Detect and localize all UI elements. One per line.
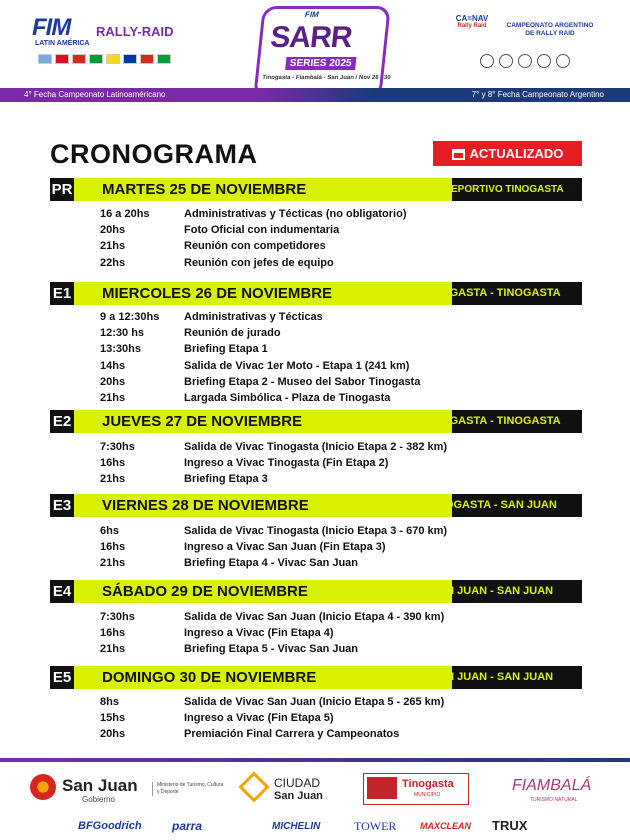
country-flag-icon (72, 54, 86, 64)
country-flag-icon (140, 54, 154, 64)
day-location: TINOGASTA - TINOGASTA (423, 415, 561, 427)
canav-sub-text: Rally Raid (457, 23, 487, 29)
event-time: 22hs (100, 256, 126, 269)
day-location: SAN JUAN - SAN JUAN (430, 585, 554, 597)
michelin-logo: MICHELIN (272, 821, 321, 832)
event-description: Briefing Etapa 4 - Vivac San Juan (184, 557, 359, 570)
ministerio-text: Ministerio de Turismo, Cultura y Deporte (152, 782, 227, 796)
tinogasta-logo (363, 773, 469, 805)
argentine-championship-band: 7° y 8° Fecha Campeonato Argentino (315, 88, 630, 102)
tinogasta-text: Tinogasta (402, 778, 454, 790)
event-description: Reunión con jefes de equipo (184, 256, 334, 269)
event-description: Salida de Vivac San Juan (Inicio Etapa 5 - 265 km) (184, 696, 445, 708)
country-flag-icon (157, 54, 171, 64)
day-header (50, 580, 582, 603)
schedule-row (100, 523, 447, 539)
event-time: 15hs (100, 712, 126, 725)
day-location: POLIDEPORTIVO TINOGASTA (420, 184, 564, 195)
event-time: 6hs (100, 525, 119, 537)
schedule-row (100, 710, 334, 726)
canav-logo (452, 14, 492, 48)
san-juan-sun-icon (30, 774, 56, 800)
schedule-row (100, 222, 339, 238)
day-location: TINOGASTA - TINOGASTA (423, 287, 561, 299)
bfgoodrich-logo: BFGoodrich (78, 820, 142, 832)
event-description: Administrativas y Técticas (184, 311, 323, 323)
federation-seal-icon (556, 54, 570, 68)
event-description: Briefing Etapa 3 (184, 473, 268, 486)
event-description: Briefing Etapa 1 (184, 343, 268, 356)
event-time: 21hs (100, 240, 126, 253)
schedule-row (100, 609, 444, 625)
calendar-icon (452, 149, 465, 160)
event-time: 20hs (100, 224, 126, 237)
federation-seal-icon (518, 54, 532, 68)
sarr-title: SARR (268, 21, 354, 54)
event-time: 16hs (100, 541, 126, 554)
country-flags (38, 54, 171, 64)
day-code: PR (50, 178, 74, 201)
schedule-row (100, 555, 358, 571)
event-description: Briefing Etapa 2 - Museo del Sabor Tinogasta (184, 375, 421, 388)
schedule-row (100, 358, 409, 374)
country-flag-icon (123, 54, 137, 64)
day-header (50, 282, 582, 305)
band-gradient (260, 88, 370, 102)
day-name: MIERCOLES 26 DE NOVIEMBRE (74, 282, 452, 305)
country-flag-icon (55, 54, 69, 64)
day-name: DOMINGO 30 DE NOVIEMBRE (74, 666, 452, 689)
san-juan-sub: Gobierno (82, 795, 115, 804)
country-flag-icon (106, 54, 120, 64)
schedule-row (100, 539, 386, 555)
footer-band (0, 758, 630, 762)
schedule-row (100, 726, 399, 742)
event-time: 21hs (100, 473, 126, 486)
fim-region-text: LATIN AMÉRICA (35, 40, 90, 47)
day-header (50, 666, 582, 689)
schedule-row (100, 374, 420, 390)
ciudad-logo: CIUDAD (274, 776, 321, 790)
event-time: 20hs (100, 375, 126, 388)
schedule-row (100, 625, 334, 641)
schedule-row (100, 439, 447, 455)
day-location: TINOGASTA - SAN JUAN (427, 499, 557, 511)
schedule-row (100, 471, 268, 487)
event-description: Salida de Vivac Tinogasta (Inicio Etapa 2 - 382 km) (184, 441, 448, 453)
event-description: Ingreso a Vivac San Juan (Fin Etapa 3) (184, 541, 386, 554)
event-time: 13:30hs (100, 343, 141, 356)
event-time: 21hs (100, 643, 126, 656)
day-code: E4 (50, 580, 74, 603)
schedule-row (100, 238, 326, 254)
event-description: Ingreso a Vivac (Fin Etapa 4) (184, 627, 334, 640)
event-description: Administrativas y Técticas (no obligatorio) (184, 208, 407, 220)
day-header (50, 494, 582, 517)
event-time: 9 a 12:30hs (100, 311, 160, 323)
latin-championship-band: 4° Fecha Campeonato Latinoaméricano (0, 88, 315, 102)
event-time: 7:30hs (100, 441, 135, 453)
country-flag-icon (89, 54, 103, 64)
event-description: Salida de Vivac 1er Moto - Etapa 1 (241 km) (184, 359, 410, 372)
day-name: JUEVES 27 DE NOVIEMBRE (74, 410, 452, 433)
trux-logo: TRUX (492, 818, 528, 833)
event-description: Salida de Vivac San Juan (Inicio Etapa 4 - 390 km) (184, 611, 445, 623)
event-description: Ingreso a Vivac Tinogasta (Fin Etapa 2) (184, 457, 389, 470)
fim-logo-text: FIM (32, 14, 71, 41)
event-time: 16hs (100, 627, 126, 640)
day-header (50, 410, 582, 433)
day-location: SAN JUAN - SAN JUAN (430, 671, 554, 683)
ciudad-sub: San Juan (274, 790, 323, 802)
day-code: E1 (50, 282, 74, 305)
country-flag-icon (38, 54, 52, 64)
updated-badge (433, 141, 582, 166)
schedule-row (100, 455, 388, 471)
event-time: 12:30 hs (100, 327, 145, 340)
event-time: 16 a 20hs (100, 208, 150, 220)
schedule-row (100, 309, 323, 325)
day-code: E3 (50, 494, 74, 517)
fiambala-sub: TURISMO NATURAL (530, 797, 578, 803)
sarr-fim-text: FIM (304, 10, 320, 19)
sarr-locations: Tinogasta - Fiambalá - San Juan / Nov 26 - 30 (261, 75, 391, 81)
tower-logo: TOWER (354, 819, 397, 833)
event-time: 20hs (100, 728, 126, 741)
event-description: Largada Simbólica - Plaza de Tinogasta (184, 392, 391, 404)
sarr-series-logo (253, 6, 391, 98)
event-description: Briefing Etapa 5 - Vivac San Juan (184, 643, 359, 656)
rally-raid-text: RALLY-RAID (96, 24, 174, 39)
event-time: 21hs (100, 392, 126, 404)
maxclean-logo: MAXCLEAN (420, 821, 471, 831)
federation-seal-icon (537, 54, 551, 68)
event-description: Ingreso a Vivac (Fin Etapa 5) (184, 712, 334, 725)
schedule-row (100, 341, 268, 357)
ciudad-diamond-icon (238, 771, 269, 802)
day-code: E5 (50, 666, 74, 689)
header (0, 0, 630, 88)
federation-logos (480, 54, 570, 68)
schedule-row (100, 325, 281, 341)
event-description: Reunión de jurado (184, 327, 281, 340)
event-time: 8hs (100, 696, 119, 708)
day-name: MARTES 25 DE NOVIEMBRE (74, 178, 452, 201)
day-name: SÁBADO 29 DE NOVIEMBRE (74, 580, 452, 603)
argentine-championship-title: CAMPEONATO ARGENTINO DE RALLY RAID (506, 22, 594, 37)
parra-logo: parra (172, 819, 203, 833)
federation-seal-icon (480, 54, 494, 68)
tinogasta-landscape-icon (367, 777, 397, 799)
event-description: Foto Oficial con indumentaria (184, 224, 340, 237)
fiambala-logo: FIAMBALÁ (512, 777, 592, 794)
event-description: Salida de Vivac Tinogasta (Inicio Etapa 3 - 670 km) (184, 525, 448, 537)
schedule-row (100, 390, 390, 406)
day-name: VIERNES 28 DE NOVIEMBRE (74, 494, 452, 517)
event-description: Reunión con competidores (184, 240, 326, 253)
san-juan-logo: San Juan (62, 776, 138, 795)
event-time: 7:30hs (100, 611, 135, 623)
federation-seal-icon (499, 54, 513, 68)
canav-text: CA=NAV (455, 14, 489, 23)
event-description: Premiación Final Carrera y Campeonatos (184, 728, 400, 741)
schedule-row (100, 694, 444, 710)
sarr-series-year: SERIES 2025 (285, 57, 356, 70)
day-code: E2 (50, 410, 74, 433)
schedule-row (100, 641, 358, 657)
schedule-row (100, 255, 334, 271)
tinogasta-sub: MUNICIPIO (414, 792, 441, 798)
event-time: 16hs (100, 457, 126, 470)
event-time: 14hs (100, 359, 126, 372)
page-title: CRONOGRAMA (50, 139, 258, 169)
event-time: 21hs (100, 557, 126, 570)
day-header (50, 178, 582, 201)
updated-label: ACTUALIZADO (469, 146, 564, 161)
schedule-row (100, 206, 407, 222)
